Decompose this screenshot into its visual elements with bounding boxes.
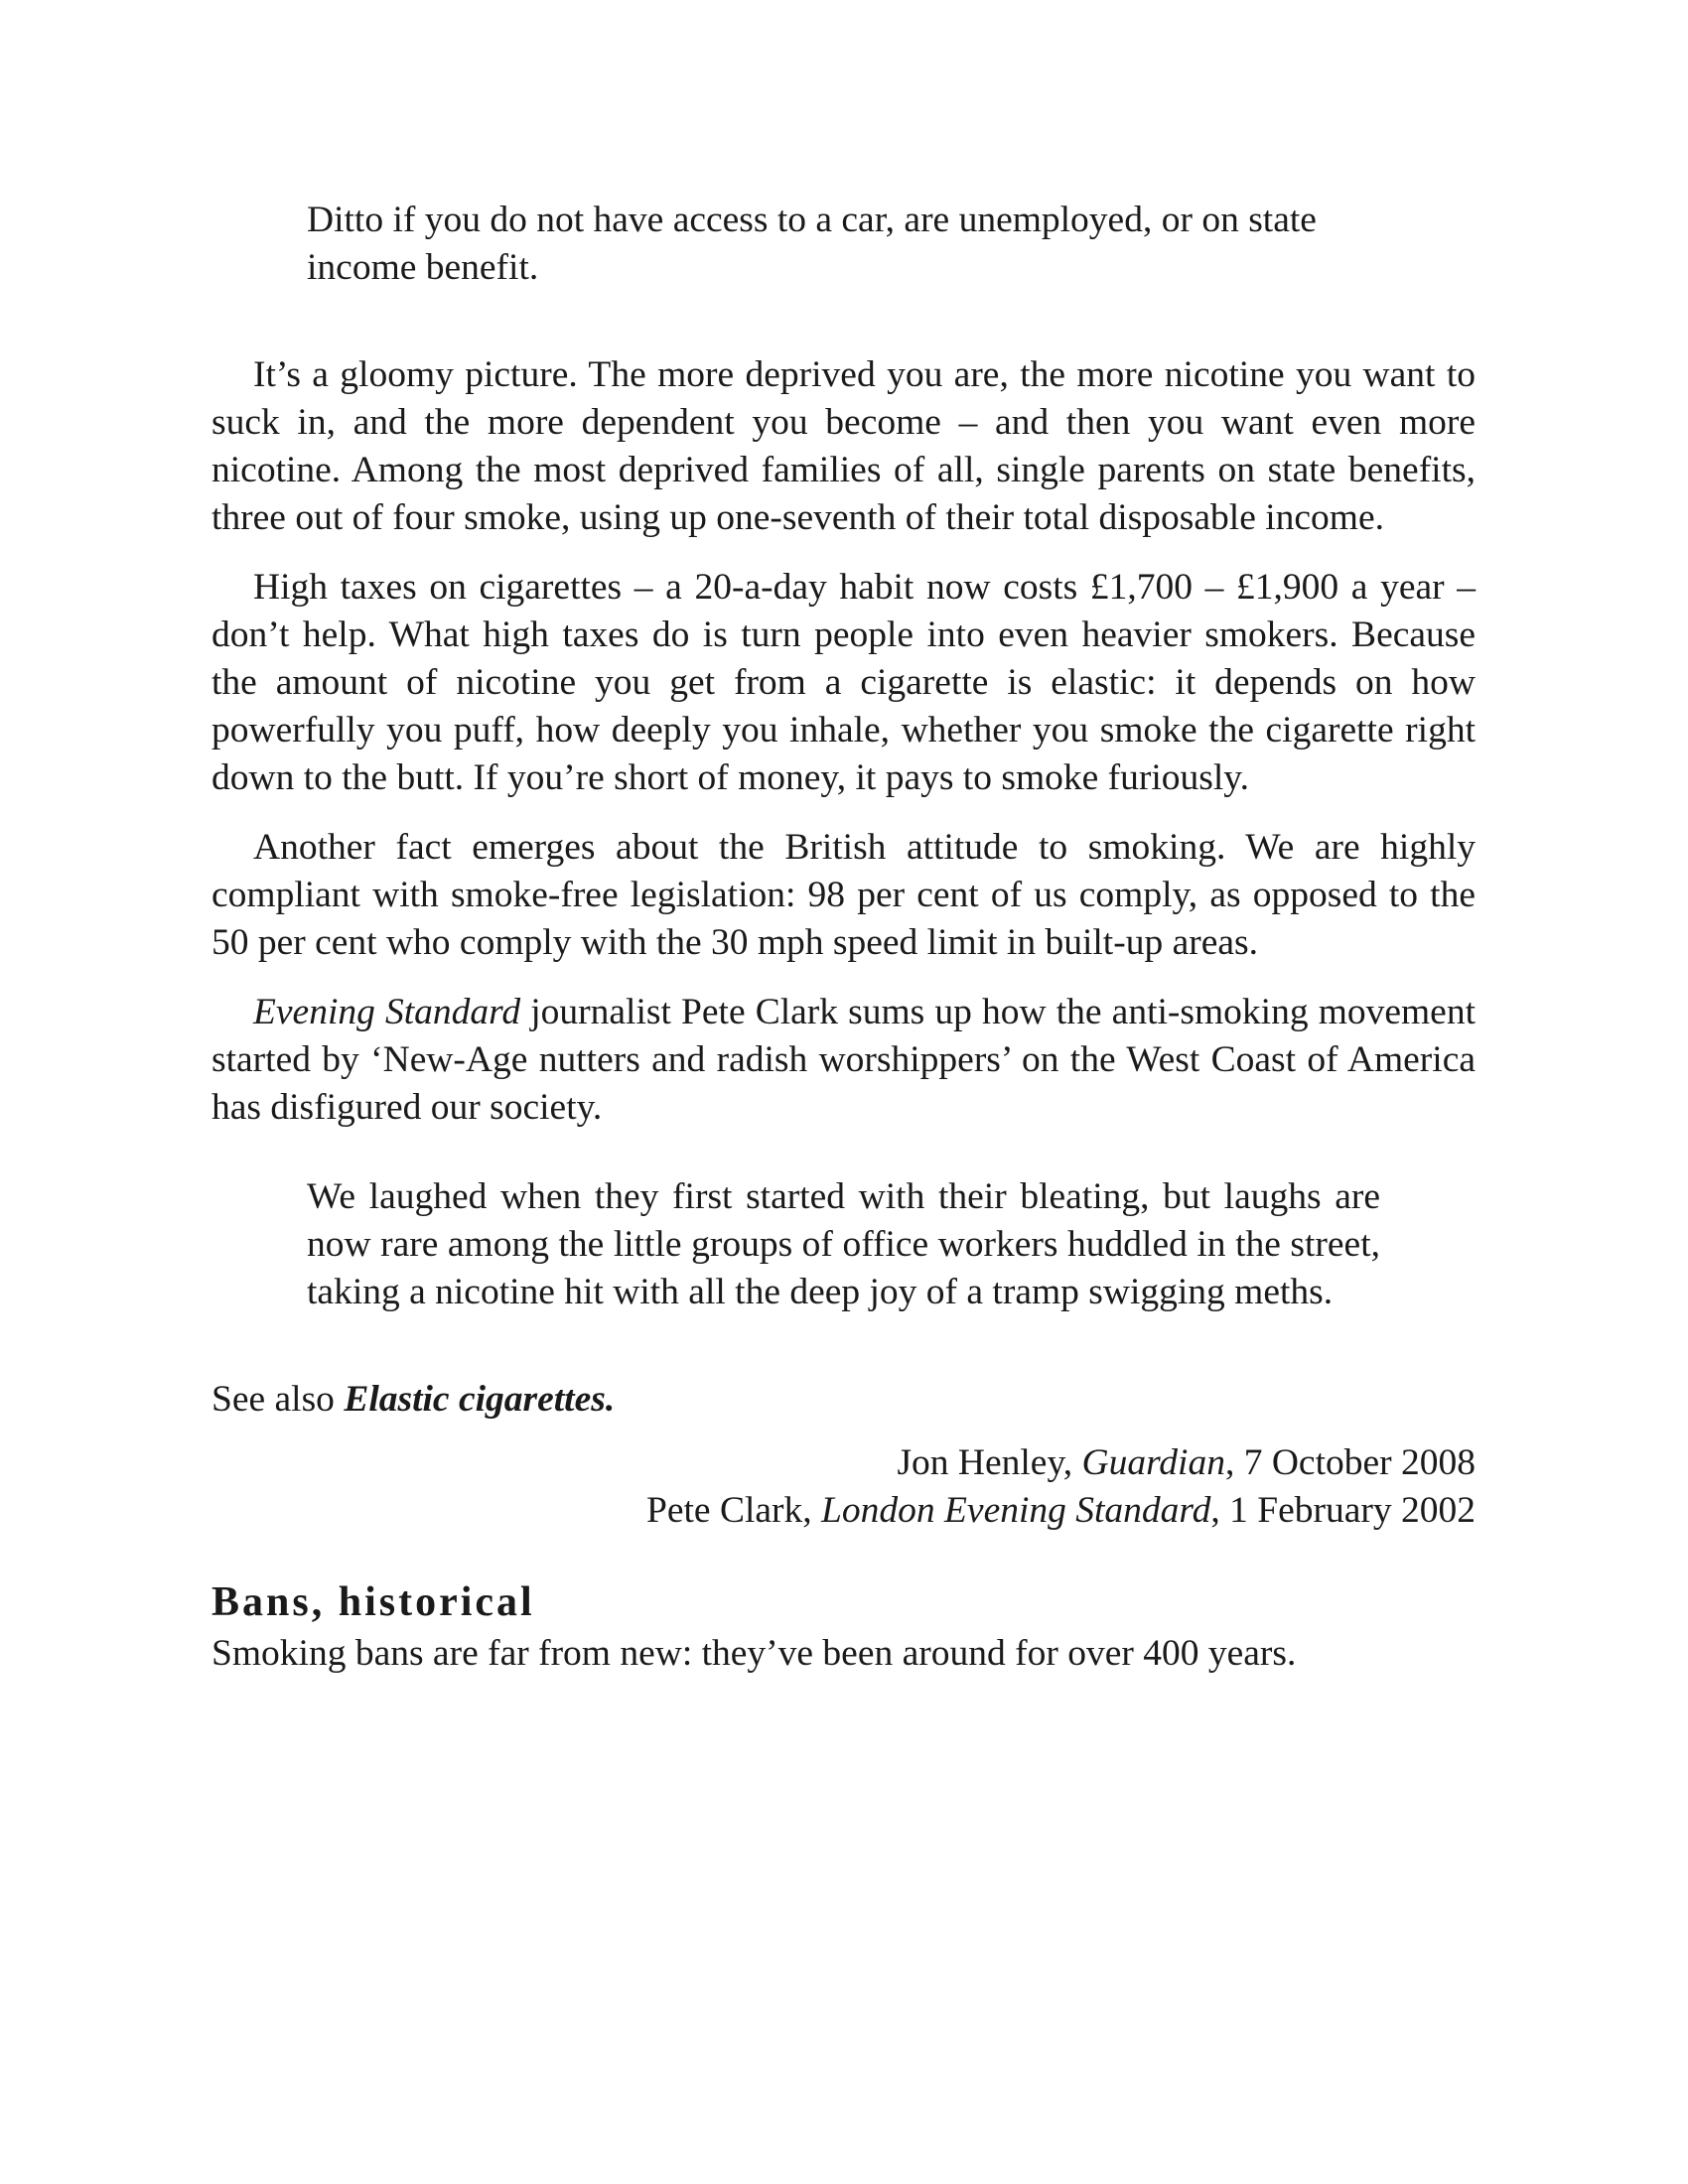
block-quote-laughed: We laughed when they first started with their bleating, but laughs are now rare among the little groups of office workers huddled in the street, taking a nicotine hit with all the deep joy of a tramp swigging meths. [307,1176,1380,1312]
section-intro: Smoking bans are far from new: they’ve been around for over 400 years. [211,1633,1297,1674]
paragraph-evening-standard-text: journalist Pete Clark sums up how the anti-smoking movement started by ‘New-Age nutters and radish worshippers’ on the West Coast of America has disfigured our society. [211,992,1476,1128]
see-also-link[interactable]: Elastic cigarettes. [344,1379,616,1420]
publication-name: Evening Standard [253,992,521,1032]
source-author: Jon Henley, [897,1442,1082,1483]
source-publication: London Evening Standard [821,1490,1211,1531]
source-citation [211,1487,1476,1535]
paragraph-evening-standard [211,989,1476,1132]
paragraph-gloomy-picture: It’s a gloomy picture. The more deprived you are, the more nicotine you want to suck in, and the more dependent you become – and then you want even more nicotine. Among the most deprived families of all, single parents on state benefits, three out of four smoke, using up one-seventh of their total disposable income. [211,354,1476,538]
source-author: Pete Clark, [646,1490,822,1531]
source-date: , 7 October 2008 [1224,1442,1476,1483]
source-date: , 1 February 2002 [1210,1490,1476,1531]
block-quote-ditto: Ditto if you do not have access to a car, are unemployed, or on state income benefit. [307,200,1317,288]
see-also [211,1376,1476,1424]
paragraph-british-attitude: Another fact emerges about the British attitude to smoking. We are highly compliant with smoke-free legislation: 98 per cent of us comply, as opposed to the 50 per cent who comply with the 30 mph speed limit in built-up areas. [211,827,1476,963]
source-publication: Guardian [1081,1442,1225,1483]
section-heading: Bans, historical [211,1579,535,1625]
source-citation [211,1439,1476,1487]
source-citations [211,1439,1476,1535]
document-page [211,197,1476,1678]
see-also-prefix: See also [211,1379,345,1420]
paragraph-high-taxes: High taxes on cigarettes – a 20-a-day habit now costs £1,700 – £1,900 a year – don’t help. What high taxes do is turn people into even heavier smokers. Because the amount of nicotine you get from a cigarette is elastic: it depends on how powerfully you puff, how deeply you inhale, whether you smoke the cigarette right down to the butt. If you’re short of money, it pays to smoke furiously. [211,567,1476,798]
